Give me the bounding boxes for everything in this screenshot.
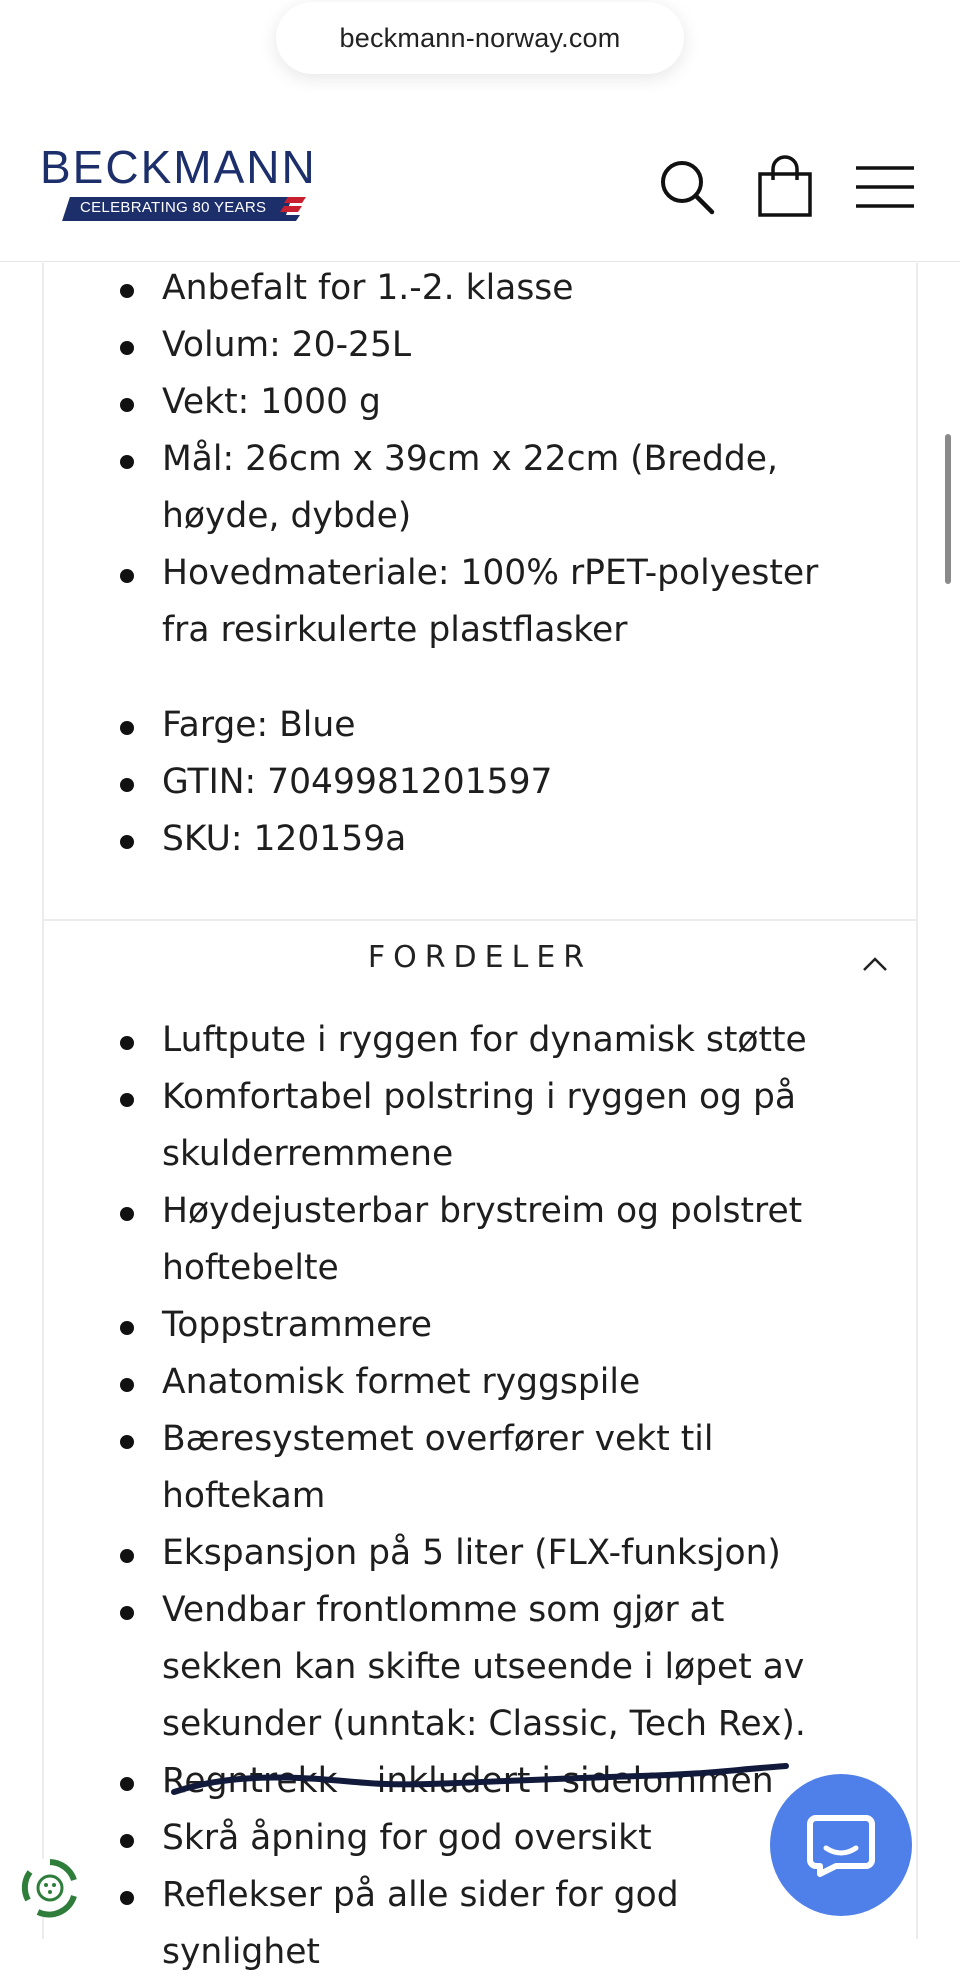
recycle-badge-icon[interactable] — [16, 1854, 84, 1922]
list-item: Mål: 26cm x 39cm x 22cm (Bredde, høyde, dybde) — [42, 431, 842, 545]
fordeler-toggle[interactable]: FORDELER — [367, 940, 593, 975]
chat-bubble-icon — [806, 1812, 876, 1878]
strikethrough-mark — [170, 1756, 790, 1802]
list-item: Anatomisk formet ryggspile — [42, 1354, 842, 1411]
list-item: Toppstrammere — [42, 1297, 842, 1354]
brand-name: BECKMANN — [40, 141, 317, 193]
list-item: SKU: 120159a — [42, 811, 842, 868]
specs-list — [42, 260, 842, 659]
list-item: Luftpute i ryggen for dynamisk støtte — [42, 1012, 842, 1069]
cart-icon[interactable] — [752, 154, 818, 220]
url-bar[interactable] — [276, 2, 684, 74]
url-text: beckmann-norway.com — [339, 22, 621, 53]
details-list — [42, 697, 842, 868]
chevron-up-icon[interactable] — [862, 956, 888, 972]
list-item: Vekt: 1000 g — [42, 374, 842, 431]
section-divider — [42, 919, 918, 921]
list-item: Regntrekk – inkludert i sidelommen — [42, 1753, 842, 1810]
menu-icon[interactable] — [852, 154, 918, 220]
flag-stripes-icon — [280, 197, 306, 221]
list-item: Høydejusterbar brystreim og polstret hoftebelte — [42, 1183, 842, 1297]
list-item: Komfortabel polstring i ryggen og på skulderremmene — [42, 1069, 842, 1183]
list-item: Volum: 20-25L — [42, 317, 842, 374]
list-item: Reflekser på alle sider for god synlighet — [42, 1867, 842, 1981]
chat-button[interactable] — [770, 1774, 912, 1916]
brand-tagline-banner — [66, 197, 306, 221]
list-item: GTIN: 7049981201597 — [42, 754, 842, 811]
list-item: Vendbar frontlomme som gjør at sekken kan skifte utseende i løpet av sekunder (unntak: Classic, Tech Rex). — [42, 1582, 842, 1753]
list-item: Anbefalt for 1.-2. klasse — [42, 260, 842, 317]
fordeler-list — [42, 1012, 842, 1981]
list-item: Hovedmateriale: 100% rPET-polyester fra resirkulerte plastflasker — [42, 545, 842, 659]
list-item: Ekspansjon på 5 liter (FLX-funksjon) — [42, 1525, 842, 1582]
list-item: Farge: Blue — [42, 697, 842, 754]
list-item: Skrå åpning for god oversikt — [42, 1810, 842, 1867]
scrollbar[interactable] — [945, 434, 951, 584]
search-icon[interactable] — [654, 154, 720, 220]
list-item: Bæresystemet overfører vekt til hoftekam — [42, 1411, 842, 1525]
site-header — [0, 92, 960, 262]
brand-tagline: CELEBRATING 80 YEARS — [80, 199, 267, 216]
